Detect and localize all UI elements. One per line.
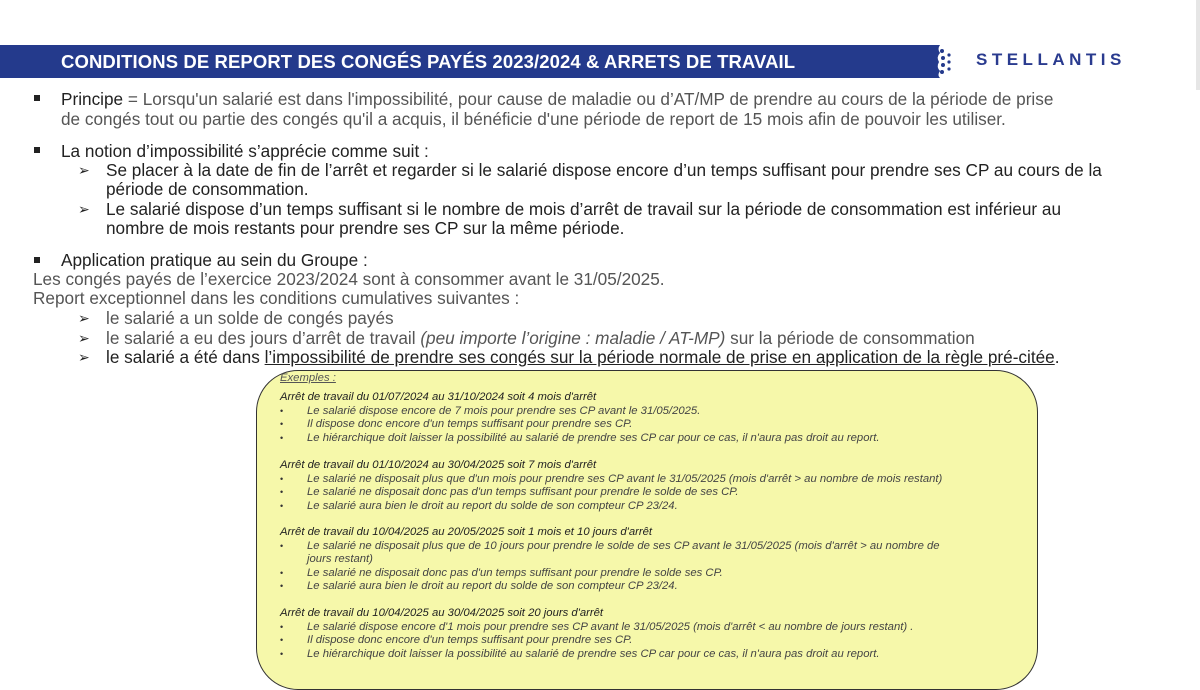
text: sur la période de consommation	[725, 328, 975, 348]
page-title: CONDITIONS DE REPORT DES CONGÉS PAYÉS 2023/2024 & ARRETS DE TRAVAIL	[61, 51, 796, 72]
stellantis-logo: STELLANTIS	[976, 50, 1126, 69]
text-italic: (peu importe l’origine : maladie / AT-MP)	[420, 328, 726, 348]
bullet-icon: •	[280, 567, 284, 578]
bullet-icon: •	[280, 635, 284, 645]
bullet-icon: •	[280, 487, 284, 497]
bullet-icon: •	[280, 405, 284, 416]
text: .	[1054, 347, 1060, 367]
banner-dots-icon	[934, 45, 954, 78]
example-line: Le salarié aura bien le droit au report du solde de son compteur CP 23/24.	[307, 580, 678, 592]
example-line: Le salarié ne disposait plus que d'un mois pour prendre ses CP avant le 31/05/2025 (mois d'arrêt > au nombre de mois restant)	[307, 472, 943, 485]
example-line: Il dispose donc encore d'un temps suffisant pour prendre ses CP.	[307, 418, 633, 430]
examples-label: Exemples :	[280, 372, 336, 384]
application-item-2	[106, 328, 975, 348]
title-banner	[0, 45, 936, 78]
text: le salarié a été dans	[106, 347, 265, 367]
bullet-icon: •	[280, 419, 284, 429]
bullet-icon: •	[280, 648, 284, 659]
example-line: Il dispose donc encore d'un temps suffisant pour prendre ses CP.	[307, 634, 633, 646]
application-item-3	[106, 347, 1060, 367]
principe-label: Principe	[61, 89, 124, 109]
arrow-bullet-icon: ➢	[78, 201, 90, 217]
notion-title: La notion d’impossibilité s’apprécie comme suit :	[61, 141, 429, 161]
example-title: Arrêt de travail du 10/04/2025 au 20/05/2025 soit 1 mois et 10 jours d'arrêt	[280, 526, 653, 538]
arrow-bullet-icon: ➢	[78, 162, 90, 178]
arrow-bullet-icon: ➢	[78, 349, 90, 365]
bullet-icon: •	[280, 432, 284, 443]
bullet-icon	[34, 147, 40, 153]
bullet-icon	[34, 257, 40, 263]
example-line: Le salarié ne disposait plus que de 10 jours pour prendre le solde de ses CP avant le 31/05/2025 (mois d'arrêt > au nombre de	[307, 539, 940, 552]
bullet-icon: •	[280, 621, 284, 632]
bullet-icon: •	[280, 473, 284, 484]
bullet-icon: •	[280, 540, 284, 551]
notion-item-2: Le salarié dispose d’un temps suffisant si le nombre de mois d’arrêt de travail sur la période de consommation est inférieur au	[106, 199, 1062, 219]
example-line: Le salarié dispose encore de 7 mois pour prendre ses CP avant le 31/05/2025.	[307, 404, 701, 417]
principe-text: = Lorsqu'un salarié est dans l'impossibilité, pour cause de maladie ou d’AT/MP de prendre au cours de la période de prise	[123, 89, 1054, 109]
principe-line-2: de congés tout ou partie des congés qu'il a acquis, il bénéficie d'une période de report de 15 mois afin de pouvoir les utiliser.	[61, 109, 1006, 129]
example-title: Arrêt de travail du 01/07/2024 au 31/10/2024 soit 4 mois d'arrêt	[280, 391, 597, 403]
notion-item-2-cont: nombre de mois restants pour prendre ses CP sur la même période.	[106, 218, 625, 238]
example-title: Arrêt de travail du 10/04/2025 au 30/04/2025 soit 20 jours d'arrêt	[280, 607, 604, 619]
application-item-1: le salarié a un solde de congés payés	[106, 308, 394, 328]
principe-line-1	[61, 89, 1053, 109]
arrow-bullet-icon: ➢	[78, 330, 90, 346]
text-underlined: l’impossibilité de prendre ses congés sur la période normale de prise en application de la règle pré-citée	[264, 347, 1055, 367]
arrow-bullet-icon: ➢	[78, 310, 90, 326]
bullet-icon: •	[280, 581, 284, 591]
example-title: Arrêt de travail du 01/10/2024 au 30/04/2025 soit 7 mois d'arrêt	[280, 459, 597, 471]
application-line-2: Report exceptionnel dans les conditions cumulatives suivantes :	[33, 288, 520, 308]
notion-item-1-cont: période de consommation.	[106, 179, 309, 199]
example-line: Le hiérarchique doit laisser la possibilité au salarié de prendre ses CP car pour ce cas, il n'aura pas droit au report.	[307, 647, 880, 660]
example-line: Le salarié dispose encore d'1 mois pour prendre ses CP avant le 31/05/2025 (mois d'arrêt < au nombre de jours restant) .	[307, 620, 914, 633]
application-line-1: Les congés payés de l’exercice 2023/2024 sont à consommer avant le 31/05/2025.	[33, 269, 665, 289]
bullet-icon	[34, 95, 40, 101]
bullet-icon: •	[280, 500, 284, 511]
example-line: Le hiérarchique doit laisser la possibilité au salarié de prendre ses CP car pour ce cas, il n'aura pas droit au report.	[307, 431, 880, 444]
example-line: Le salarié ne disposait donc pas d'un temps suffisant pour prendre le solde ses CP.	[307, 566, 723, 579]
slide-edge	[1196, 0, 1200, 90]
example-line: jours restant)	[307, 553, 373, 565]
example-line: Le salarié aura bien le droit au report du solde de son compteur CP 23/24.	[307, 499, 678, 512]
application-title: Application pratique au sein du Groupe :	[61, 250, 368, 270]
example-line: Le salarié ne disposait donc pas d'un temps suffisant pour prendre le solde de ses CP.	[307, 486, 739, 498]
text: le salarié a eu des jours d’arrêt de travail	[106, 328, 421, 348]
notion-item-1: Se placer à la date de fin de l’arrêt et regarder si le salarié dispose encore d’un temps suffisant pour prendre ses CP au cours de la	[106, 160, 1102, 180]
